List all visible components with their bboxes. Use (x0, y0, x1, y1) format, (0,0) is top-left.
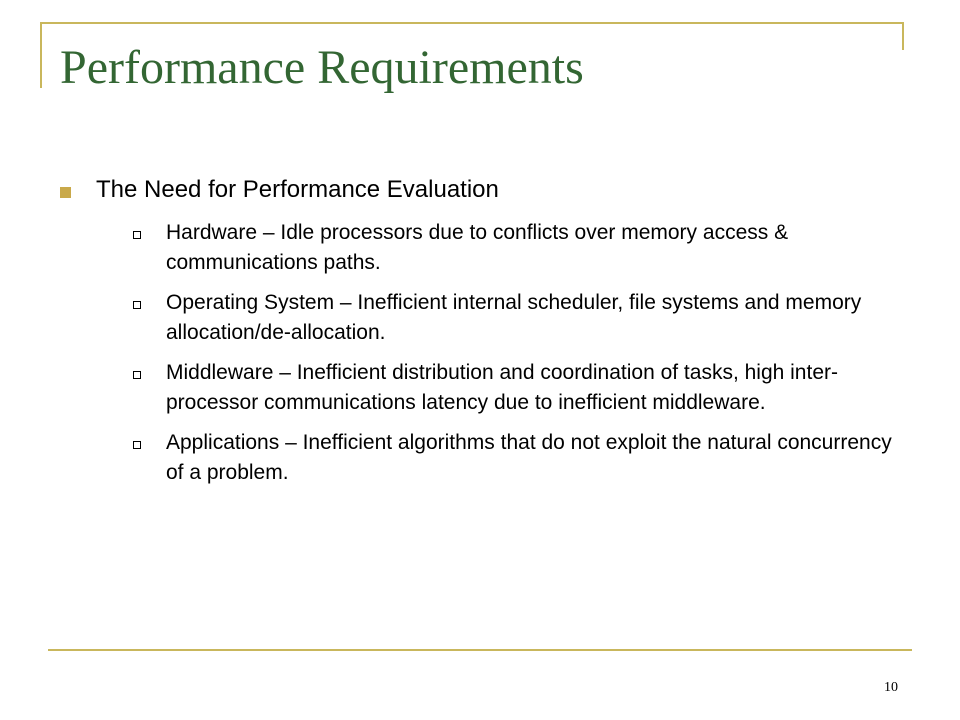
sub-bullet-middleware (96, 358, 900, 418)
bullet-need-for-evaluation (60, 172, 900, 488)
sub-bullet-applications (96, 428, 900, 488)
bullet-text: The Need for Performance Evaluation (96, 176, 499, 203)
frame-top-line (40, 22, 904, 24)
hollow-square-bullet-icon (133, 441, 141, 449)
hollow-square-bullet-icon (133, 301, 141, 309)
sub-bullet-text: Applications – Inefficient algorithms that do not exploit the natural concurrency of a problem. (166, 431, 892, 484)
sub-bullet-operating-system (96, 288, 900, 348)
hollow-square-bullet-icon (133, 231, 141, 239)
sub-bullet-hardware (96, 218, 900, 278)
sub-bullet-text: Middleware – Inefficient distribution and coordination of tasks, high inter-processor communications latency due to inefficient middleware. (166, 361, 838, 414)
frame-right-line (902, 22, 904, 50)
square-bullet-icon (60, 187, 71, 198)
sub-bullet-text: Hardware – Idle processors due to conflicts over memory access & communications paths. (166, 221, 789, 274)
slide-title: Performance Requirements (60, 41, 584, 94)
hollow-square-bullet-icon (133, 371, 141, 379)
page-number: 10 (884, 680, 898, 695)
sub-bullet-text: Operating System – Inefficient internal scheduler, file systems and memory allocation/de-allocation. (166, 291, 862, 344)
frame-bottom-line (48, 649, 912, 651)
frame-left-line (40, 22, 42, 88)
sub-bullet-list (96, 218, 900, 488)
slide-content (60, 172, 900, 498)
